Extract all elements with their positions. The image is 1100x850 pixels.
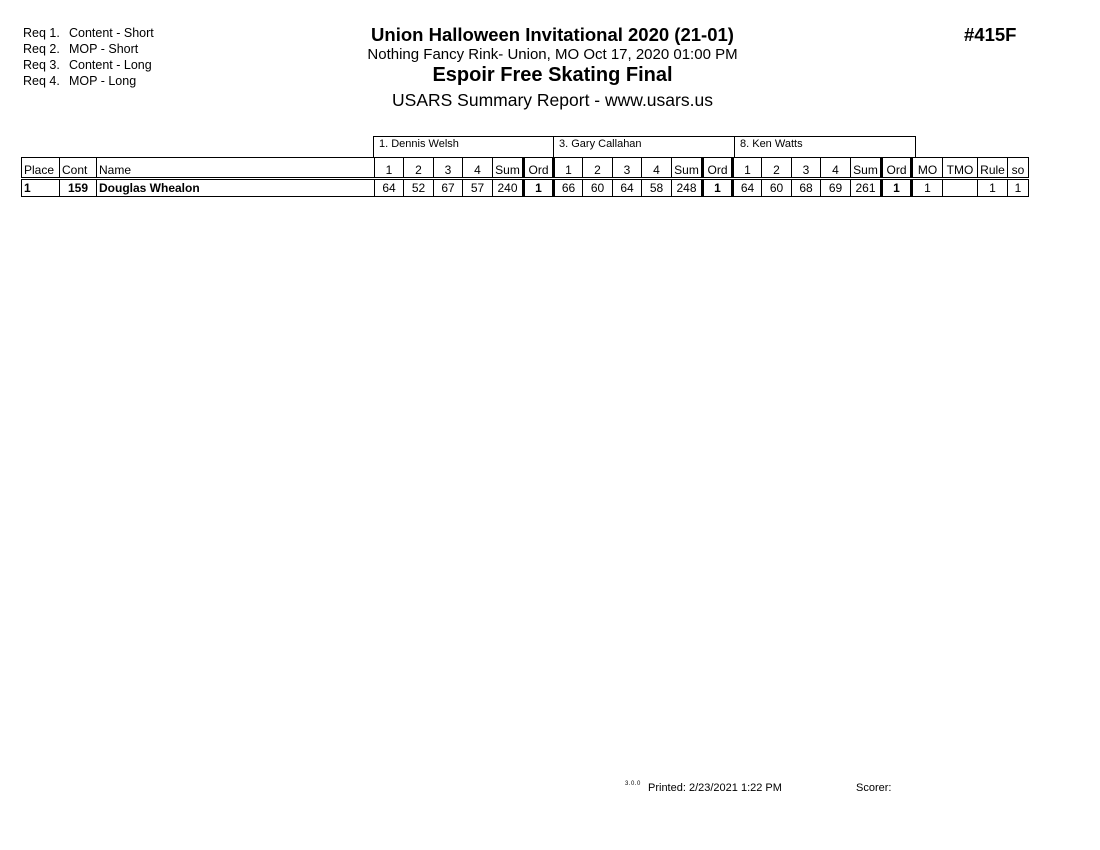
col-j2-ord: Ord <box>703 158 733 179</box>
place-cell: 1 <box>22 179 60 197</box>
version-label: 3.0.0 <box>625 781 641 787</box>
col-mo: MO <box>912 158 943 179</box>
col-tmo: TMO <box>943 158 978 179</box>
rule-cell: 1 <box>978 179 1008 197</box>
j3-sum-cell: 261 <box>851 179 882 197</box>
j3-score-4-cell: 69 <box>821 179 851 197</box>
tmo-cell <box>943 179 978 197</box>
event-code: #415F <box>964 24 1017 45</box>
j1-score-3-cell: 67 <box>434 179 463 197</box>
req-number: Req 1. <box>23 26 60 40</box>
col-j1-score-4: 4 <box>463 158 493 179</box>
j1-score-1-cell: 64 <box>375 179 404 197</box>
printed-timestamp: Printed: 2/23/2021 1:22 PM <box>648 782 782 794</box>
col-j1-score-3: 3 <box>434 158 463 179</box>
j2-score-3-cell: 64 <box>613 179 642 197</box>
col-place: Place <box>22 158 60 179</box>
judge-name: 8. Ken Watts <box>740 138 803 150</box>
col-j3-sum: Sum <box>851 158 882 179</box>
j1-sum-cell: 240 <box>493 179 524 197</box>
mo-cell: 1 <box>912 179 943 197</box>
judge-header-2 <box>553 136 735 157</box>
col-j3-score-4: 4 <box>821 158 851 179</box>
col-j3-score-3: 3 <box>792 158 821 179</box>
j2-score-1-cell: 66 <box>554 179 583 197</box>
category-title: Espoir Free Skating Final <box>432 64 673 86</box>
req-number: Req 2. <box>23 42 60 56</box>
req-text: MOP - Short <box>69 42 139 56</box>
j3-score-3-cell: 68 <box>792 179 821 197</box>
col-j2-score-2: 2 <box>583 158 613 179</box>
j2-ord-cell: 1 <box>703 179 733 197</box>
req-number: Req 4. <box>23 74 60 88</box>
venue-date: Nothing Fancy Rink- Union, MO Oct 17, 2020 01:00 PM <box>367 46 738 63</box>
j3-score-1-cell: 64 <box>733 179 762 197</box>
j2-score-4-cell: 58 <box>642 179 672 197</box>
judge-header-3 <box>734 136 916 157</box>
req-number: Req 3. <box>23 58 60 72</box>
so-cell: 1 <box>1008 179 1029 197</box>
col-name: Name <box>97 158 375 179</box>
results-table <box>21 157 1029 197</box>
col-j3-ord: Ord <box>882 158 912 179</box>
skater-name-cell: Douglas Whealon <box>97 179 375 197</box>
col-j3-score-1: 1 <box>733 158 762 179</box>
col-j1-score-2: 2 <box>404 158 434 179</box>
j2-sum-cell: 248 <box>672 179 703 197</box>
cont-cell: 159 <box>60 179 97 197</box>
judge-name: 1. Dennis Welsh <box>379 138 459 150</box>
header-row <box>22 158 1029 179</box>
req-text: MOP - Long <box>69 74 137 88</box>
j1-ord-cell: 1 <box>524 179 554 197</box>
col-j1-ord: Ord <box>524 158 554 179</box>
col-j2-score-1: 1 <box>554 158 583 179</box>
col-j2-score-3: 3 <box>613 158 642 179</box>
req-text: Content - Short <box>69 26 154 40</box>
col-j2-sum: Sum <box>672 158 703 179</box>
judge-name: 3. Gary Callahan <box>559 138 642 150</box>
report-title: USARS Summary Report - www.usars.us <box>392 90 713 110</box>
event-title: Union Halloween Invitational 2020 (21-01) <box>371 24 734 45</box>
col-so: so <box>1008 158 1029 179</box>
j2-score-2-cell: 60 <box>583 179 613 197</box>
j3-score-2-cell: 60 <box>762 179 792 197</box>
j1-score-4-cell: 57 <box>463 179 493 197</box>
table-row <box>22 179 1029 197</box>
j3-ord-cell: 1 <box>882 179 912 197</box>
col-rule: Rule <box>978 158 1008 179</box>
col-cont: Cont <box>60 158 97 179</box>
col-j3-score-2: 2 <box>762 158 792 179</box>
scorer-label: Scorer: <box>856 782 892 794</box>
judge-header-1 <box>373 136 554 157</box>
col-j1-score-1: 1 <box>375 158 404 179</box>
j1-score-2-cell: 52 <box>404 179 434 197</box>
req-text: Content - Long <box>69 58 152 72</box>
col-j1-sum: Sum <box>493 158 524 179</box>
col-j2-score-4: 4 <box>642 158 672 179</box>
